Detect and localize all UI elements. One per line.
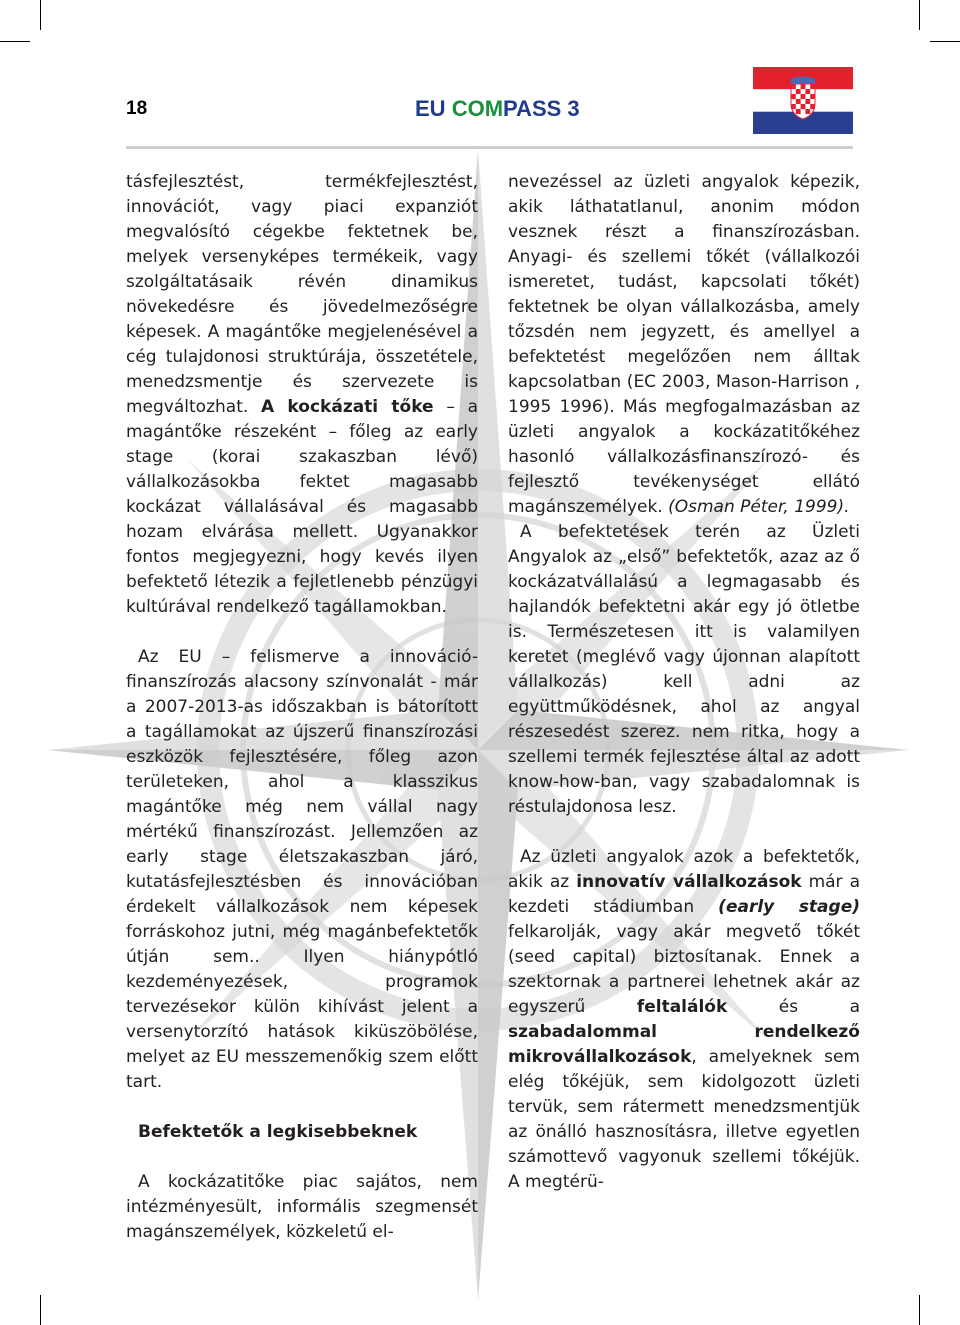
- crop-mark: [919, 0, 920, 30]
- page-number: 18: [126, 98, 148, 119]
- header-title-pass: PASS 3: [503, 96, 580, 121]
- section-heading: Befektetők a legkisebbeknek: [138, 1122, 418, 1142]
- crop-mark: [0, 41, 30, 42]
- header-title: [415, 96, 580, 122]
- crop-mark: [930, 41, 960, 42]
- paragraph: A kockázatitőke piac sajátos, nem intézményesült, informális szegmensét magánszemélyek, közkeletű el-: [126, 1172, 478, 1242]
- paragraph: A befektetések terén az Üzleti Angyalok az „első” befektetők, azaz az ő kockázatvállalású a legmagasabb és hajlandók befektetni akár egy jó ötletbe is. Természetesen itt is valamilyen keretet (meglévő vagy újonnan alapított vállalkozás) kell adni az együttműködésnek, ahol az angyal részesedést szerez. nem ritka, hogy a szellemi termék fejlesztése által az adott know-how-ban, vagy szabadalomnak is réstulajdonosa lesz.: [508, 522, 860, 817]
- bold-term: feltalálók: [636, 997, 728, 1017]
- left-column: [126, 170, 478, 1245]
- header-title-com: COM: [451, 96, 504, 121]
- bold-italic-term: (early stage): [718, 897, 861, 917]
- bold-term: innovatív vállalkozások: [576, 872, 802, 892]
- citation: (Osman Péter, 1999).: [668, 497, 850, 517]
- crop-mark: [40, 0, 41, 30]
- bold-term: A kockázati tőke: [261, 397, 434, 417]
- croatia-coat-of-arms-icon: [791, 77, 815, 120]
- paragraph: nevezéssel az üzleti angyalok képezik, akik láthatatlanul, anonim módon vesznek részt a finanszírozásban. Anyagi- és szellemi tőkét (vállalkozói ismeretet, tudást, kapcsolati tőkét) fektetnek be olyan vállalkozásba, amely tőzsdén nem jegyzett, és amellyel a befektetést megelőzően nem álltak kapcsolatban (EC 2003, Mason-Harrison , 1995 1996). Más megfogalmazásban az üzleti angyalok a kockázatitőkéhez hasonló vállalkozásfinanszírozó- és fejlesztő tevékenységet ellátó magánszemélyek. (Osman Péter, 1999).: [508, 172, 860, 517]
- paragraph: Az üzleti angyalok azok a befektetők, akik az innovatív vállalkozások már a kezdeti stádiumban (early stage) felkarolják, vagy akár megvető tőkét (seed capital) biztosítanak. Ennek a szektornak a partnerei lehetnek akár az egyszerű feltalálók és a szabadalommal rendelkező mikrovállalkozások, amelyeknek sem elég tőkéjük, sem kidolgozott üzleti tervük, sem rátermett menedzsmentjük az önálló hasznosításra, illetve egyetlen számottevő vagyonuk szellemi tőkéjük. A megtérü-: [508, 847, 861, 1192]
- header-rule: [126, 146, 853, 149]
- croatia-flag: [753, 67, 853, 134]
- header-title-eu: EU: [415, 96, 452, 121]
- bold-term: szabadalommal rendelkező mikrovállalkozások: [508, 1022, 860, 1067]
- right-column: [508, 170, 860, 1195]
- paragraph: tásfejlesztést, termékfejlesztést, innovációt, vagy piaci expanziót megvalósító cégekbe fektetnek be, melyek versenyképes termékeik, vagy szolgáltatásaik révén dinamikus növekedésre és jövedelmezőségre képesek. A magántőke megjelenésével a cég tulajdonosi struktúrája, összetétele, menedzsmentje és szervezete is megváltozhat. A kockázati tőke – a magántőke részeként – főleg az early stage (korai szakaszban lévő) vállalkozásokba fektet magasabb kockázat vállalásával és magasabb hozam elvárása mellett. Ugyanakkor fontos megjegyezni, hogy kevés ilyen befektető létezik a fejletlenebb pénzügyi kultúrával rendelkező tagállamokban.: [126, 172, 478, 617]
- paragraph: Az EU – felismerve a innováció-finanszírozás alacsony színvonalát - már a 2007-2013-as időszakban is bátorított a tagállamokat az újszerű finanszírozási eszközök fejlesztésére, főleg azon területeken, ahol a klasszikus magántőke még nem vállal nagy mértékű finanszírozást. Jellemzően az early stage életszakaszban járó, kutatásfejlesztésben és innovációban érdekelt vállalkozások nem képesek forráskohoz jutni, még magánbefektetők útján sem.. Ilyen hiánypótló kezdeményezések, programok tervezésekor külön kihívást jelent a versenytorzító hatások kiküszöbölése, melyet az EU messzemenőkig szem előtt tart.: [126, 647, 478, 1092]
